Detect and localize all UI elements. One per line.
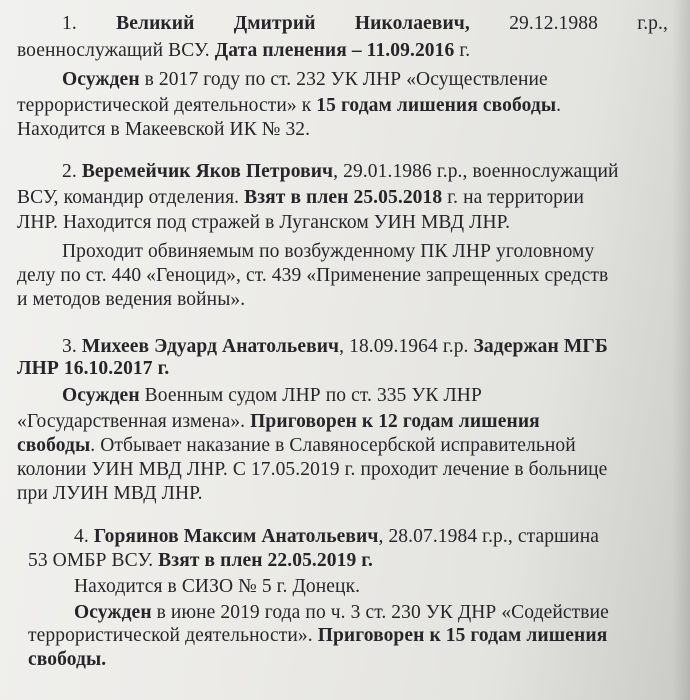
sentence: Приговорен к 15 годам лишения [317, 625, 608, 646]
entry-3-line-4: «Государственная измена». Приговорен к 12 годам лишения [17, 411, 540, 432]
entry-1-line-3: Осужден в 2017 году по ст. 232 УК ЛНР «Осуществление [62, 69, 548, 90]
convicted-label: Осужден [62, 69, 140, 90]
entry-1-line-5: Находится в Макеевской ИК № 32. [17, 119, 311, 140]
birth-year-suffix: г.р., [637, 13, 668, 34]
detained-label: Задержан МГБ [473, 336, 608, 357]
entry-number: 1. [62, 13, 77, 34]
birth-date: 29.12.1988 [509, 13, 598, 34]
entry-3-line-1: 3. Михеев Эдуард Анатольевич, 18.09.1964 г.р. Задержан МГБ [62, 336, 608, 357]
entry-4-line-2: 53 ОМБР ВСУ. Взят в плен 22.05.2019 г. [28, 550, 374, 571]
entry-2-line-4: Проходит обвиняемым по возбужденному ПК ЛНР уголовному [62, 241, 595, 262]
entry-3-line-2 [17, 357, 169, 381]
entry-2-line-5: делу по ст. 440 «Геноцид», ст. 439 «Применение запрещенных средств [17, 265, 609, 286]
entry-4-line-5: террористической деятельности». Приговорен к 15 годам лишения [28, 625, 608, 646]
detained-date: ЛНР 16.10.2017 г. [17, 358, 170, 379]
person-name: Горяинов Максим Анатольевич [93, 526, 379, 547]
surname: Великий [116, 13, 195, 34]
entry-1-line-1 [62, 12, 668, 36]
entry-1-line-2: военнослужащий ВСУ. Дата пленения – 11.09.2016 г. [17, 40, 471, 61]
entry-4-line-6 [28, 648, 106, 672]
capture-date: Дата пленения – 11.09.2016 [214, 40, 455, 61]
convicted-label: Осужден [74, 602, 152, 623]
entry-3-line-7: при ЛУИН МВД ЛНР. [17, 483, 203, 504]
sentence: 15 годам лишения свободы [316, 95, 557, 116]
person-name: Веремейчик Яков Петрович [81, 161, 334, 182]
sentence-continued: свободы [17, 435, 91, 456]
page-shadow [672, 0, 690, 700]
patronymic: Николаевич, [354, 13, 470, 34]
capture-date: Взят в плен 22.05.2019 г. [158, 550, 374, 571]
sentence-continued: свободы. [28, 649, 107, 670]
entry-2-line-6: и методов ведения войны». [17, 289, 246, 310]
entry-2-line-3: ЛНР. Находится под стражей в Луганском УИН МВД ЛНР. [17, 212, 511, 233]
capture-date: Взят в плен 25.05.2018 [244, 187, 443, 208]
entry-4-line-3: Находится в СИЗО № 5 г. Донецк. [74, 576, 361, 597]
entry-2-line-1: 2. Веремейчик Яков Петрович, 29.01.1986 г.р., военнослужащий [62, 161, 619, 182]
entry-3-line-5: свободы. Отбывает наказание в Славяносербской исправительной [17, 435, 576, 456]
entry-4-line-1: 4. Горяинов Максим Анатольевич, 28.07.1984 г.р., старшина [74, 526, 599, 547]
entry-4-line-4: Осужден в июне 2019 года по ч. 3 ст. 230 УК ДНР «Содействие [74, 602, 609, 623]
person-name: Михеев Эдуард Анатольевич [81, 336, 340, 357]
sentence: Приговорен к 12 годам лишения [250, 411, 540, 432]
entry-3-line-6: колонии УИН МВД ЛНР. С 17.05.2019 г. проходит лечение в больнице [17, 459, 608, 480]
first-name: Дмитрий [233, 13, 316, 34]
convicted-label: Осужден [62, 385, 140, 406]
entry-1-line-4: террористической деятельности» к 15 годам лишения свободы. [17, 95, 562, 116]
entry-3-line-3: Осужден Военным судом ЛНР по ст. 335 УК ЛНР [62, 385, 482, 406]
entry-2-line-2: ВСУ, командир отделения. Взят в плен 25.05.2018 г. на территории [17, 187, 585, 208]
